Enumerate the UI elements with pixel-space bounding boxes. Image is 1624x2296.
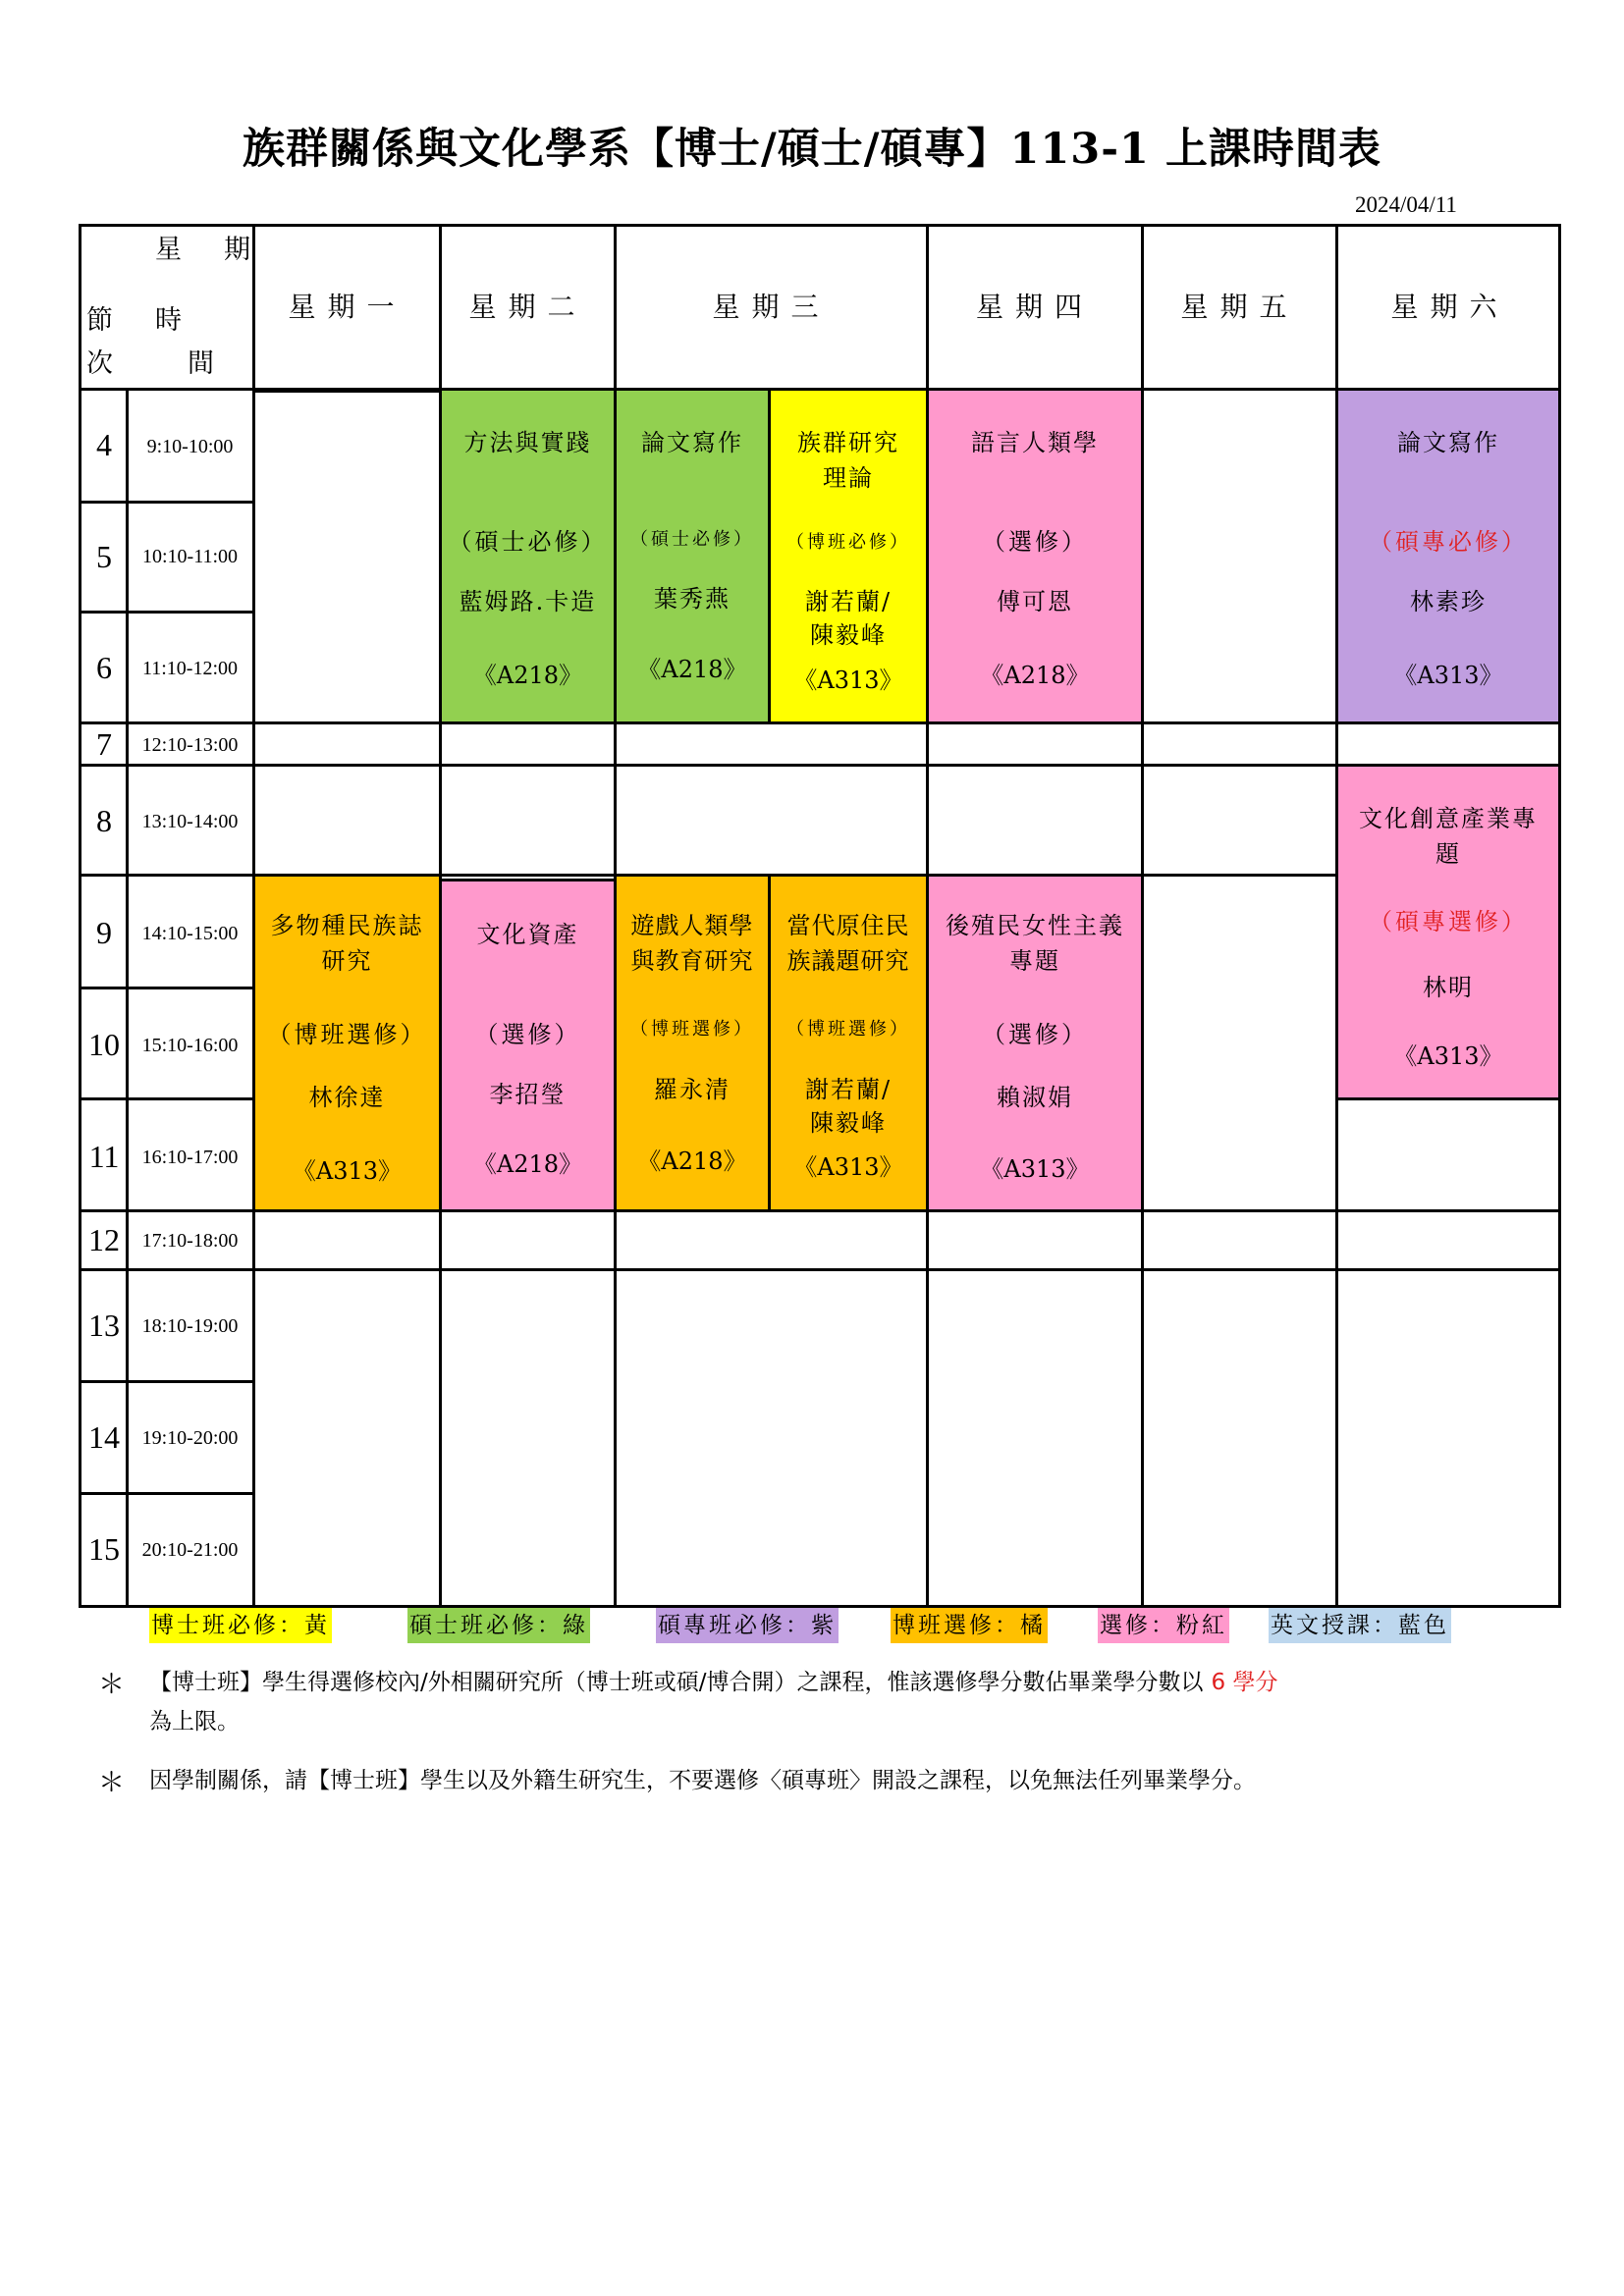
course-type: （博班選修） <box>630 1019 754 1040</box>
course-room: 《A218》 <box>472 1150 583 1178</box>
course-room: 《A313》 <box>292 1157 403 1185</box>
grid-line <box>126 388 129 1608</box>
corner-weekday-label: 星 期 <box>155 235 258 265</box>
day-header-mon: 星期一 <box>288 290 406 323</box>
course-title: 族群研究理論 <box>797 429 899 492</box>
course-type: （碩專必修） <box>1369 528 1528 556</box>
period-number: 12 <box>88 1222 120 1257</box>
course-instructor: 羅永清 <box>654 1076 731 1103</box>
course-title: 遊戲人類學與教育研究 <box>630 912 754 975</box>
course-type: （選修） <box>982 1021 1088 1048</box>
course-type: （博班選修） <box>267 1021 427 1048</box>
course-instructor: 林徐達 <box>308 1084 386 1111</box>
course-instructor: 謝若蘭/陳毅峰 <box>804 588 893 649</box>
grid-line <box>79 611 252 614</box>
note-1-text: 【博士班】學生得選修校內/外相關研究所（博士班或碩/博合開）之課程，惟該選修學分數佔畢業學分數以 <box>149 1670 1204 1695</box>
course-block[interactable] <box>1335 388 1561 724</box>
period-time: 18:10-19:00 <box>141 1315 239 1337</box>
course-room: 《A218》 <box>637 1148 747 1175</box>
course-room: 《A218》 <box>472 662 583 689</box>
corner-order-label: 次 <box>86 348 113 379</box>
note-bullet-icon: ＊ <box>98 1768 125 1798</box>
course-title: 方法與實踐 <box>463 429 592 456</box>
course-type: （選修） <box>474 1021 581 1048</box>
period-number: 9 <box>96 915 112 950</box>
course-instructor: 藍姆路.卡造 <box>459 588 597 615</box>
course-title: 論文寫作 <box>1397 429 1499 456</box>
course-title: 當代原住民族議題研究 <box>786 912 910 975</box>
course-room: 《A313》 <box>793 1153 903 1181</box>
period-time: 14:10-15:00 <box>141 923 239 944</box>
legend-item-inservice-required: 碩專班必修：紫 <box>656 1608 839 1643</box>
course-block[interactable] <box>768 388 929 724</box>
course-type: （碩士必修） <box>630 529 754 550</box>
course-instructor: 李招瑩 <box>489 1081 567 1108</box>
course-block[interactable] <box>1335 764 1561 1100</box>
grid-line <box>79 1097 252 1100</box>
day-header-sat: 星期六 <box>1390 290 1509 323</box>
period-time: 11:10-12:00 <box>141 658 239 679</box>
period-time: 17:10-18:00 <box>141 1230 239 1252</box>
grid-line <box>79 1380 252 1383</box>
period-number: 4 <box>96 427 112 462</box>
course-title: 語言人類學 <box>971 429 1099 456</box>
course-room: 《A218》 <box>980 662 1090 689</box>
period-number: 15 <box>88 1531 120 1567</box>
legend-item-elective: 選修：粉紅 <box>1098 1608 1229 1643</box>
period-time: 16:10-17:00 <box>141 1147 239 1168</box>
course-instructor: 傅可恩 <box>997 588 1073 615</box>
course-instructor: 葉秀燕 <box>654 585 731 613</box>
course-block[interactable] <box>926 388 1144 724</box>
period-time: 12:10-13:00 <box>141 734 239 756</box>
period-time: 20:10-21:00 <box>141 1539 239 1561</box>
course-block[interactable] <box>439 388 617 724</box>
grid-line <box>79 1268 1561 1271</box>
period-time: 19:10-20:00 <box>141 1427 239 1449</box>
corner-time-label-b: 間 <box>188 348 214 379</box>
day-header-wed: 星期三 <box>712 290 831 323</box>
document-date: 2024/04/11 <box>1355 192 1457 217</box>
legend-item-english: 英文授課：藍色 <box>1269 1608 1451 1643</box>
note-bullet-icon: ＊ <box>98 1670 125 1700</box>
period-number: 6 <box>96 650 112 685</box>
period-time: 15:10-16:00 <box>141 1035 239 1056</box>
note-1-highlight: 6 學分 <box>1211 1670 1278 1695</box>
course-type: （碩專選修） <box>1369 908 1528 935</box>
course-title: 後殖民女性主義專題 <box>946 912 1124 975</box>
course-type: （選修） <box>982 528 1088 556</box>
period-number: 13 <box>88 1308 120 1343</box>
grid-line <box>79 1492 252 1495</box>
corner-time-label-a: 時 <box>155 305 182 336</box>
course-room: 《A218》 <box>637 656 747 683</box>
course-block[interactable] <box>614 874 771 1212</box>
day-header-thu: 星期四 <box>975 290 1094 323</box>
course-room: 《A313》 <box>1393 662 1503 689</box>
period-number: 5 <box>96 539 112 574</box>
course-title: 論文寫作 <box>641 429 743 456</box>
course-instructor: 賴淑娟 <box>997 1084 1073 1111</box>
grid-line <box>252 390 439 393</box>
course-block[interactable] <box>614 388 771 724</box>
course-block[interactable] <box>252 874 442 1212</box>
course-room: 《A313》 <box>793 667 903 694</box>
course-block[interactable] <box>926 874 1144 1212</box>
legend-item-phd-elective: 博班選修：橘 <box>891 1608 1048 1643</box>
day-header-tue: 星期二 <box>468 290 587 323</box>
legend-item-phd-required: 博士班必修：黃 <box>149 1608 332 1643</box>
course-type: （博班必修） <box>786 532 910 553</box>
note-1 <box>149 1663 1583 1741</box>
page-title: 族群關係與文化學系【博士/碩士/碩專】113-1 上課時間表 <box>243 125 1381 174</box>
note-1-text-end: 為上限。 <box>149 1709 240 1735</box>
course-type: （碩士必修） <box>448 528 608 556</box>
period-time: 10:10-11:00 <box>141 546 239 567</box>
grid-line <box>79 987 252 989</box>
course-block[interactable] <box>439 879 617 1212</box>
course-type: （博班選修） <box>786 1019 910 1040</box>
legend-item-masters-required: 碩士班必修：綠 <box>407 1608 590 1643</box>
course-instructor: 林明 <box>1423 974 1474 1001</box>
course-title: 多物種民族誌研究 <box>270 912 424 975</box>
course-block[interactable] <box>768 874 929 1212</box>
period-time: 13:10-14:00 <box>141 811 239 832</box>
period-number: 10 <box>88 1027 120 1062</box>
course-instructor: 謝若蘭/陳毅峰 <box>804 1076 893 1137</box>
note-2: 因學制關係，請【博士班】學生以及外籍生研究生，不要選修〈碩專班〉開設之課程，以免無法任列畢業學分。 <box>149 1768 1256 1793</box>
course-instructor: 林素珍 <box>1410 588 1487 615</box>
period-number: 11 <box>88 1139 120 1174</box>
course-title: 文化資產 <box>476 921 579 948</box>
course-title: 文化創意產業專題 <box>1359 805 1538 868</box>
course-room: 《A313》 <box>980 1155 1090 1183</box>
period-number: 14 <box>88 1419 120 1455</box>
period-number: 7 <box>96 726 112 762</box>
period-time: 9:10-10:00 <box>146 436 234 457</box>
period-number: 8 <box>96 803 112 838</box>
grid-line <box>79 501 252 504</box>
corner-period-label: 節 <box>86 305 113 336</box>
day-header-fri: 星期五 <box>1180 290 1299 323</box>
course-room: 《A313》 <box>1393 1042 1503 1070</box>
